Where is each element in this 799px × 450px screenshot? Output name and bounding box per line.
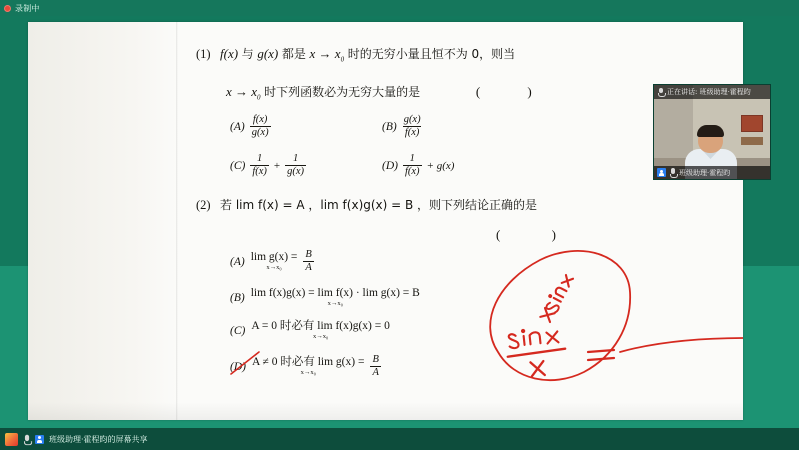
q1l2-text: 时下列函数必为无穷大量的是 — [264, 84, 421, 99]
mic-icon — [657, 88, 664, 97]
wall-shelf — [741, 137, 763, 145]
speaking-label: 正在讲话: 班级助理·霍程昀 — [667, 88, 751, 96]
option-d-fraction: $\frac{1}{f(x)}$ — [404, 153, 420, 178]
option-b-fraction: $\frac{g(x)}{f(x)}$ — [403, 113, 421, 139]
q1-tail: 时的无穷小量且恒不为 0，则当 — [347, 47, 516, 61]
q2-option-d-fraction: $\frac{B}{A}$ — [372, 354, 379, 379]
q2-option-a-limit: lim g(x) = x→x₀ — [250, 251, 298, 271]
option-b-label: (B) — [382, 120, 397, 133]
shared-document[interactable] — [28, 22, 743, 420]
option-a[interactable] — [230, 114, 382, 139]
question-1-line-1 — [196, 46, 716, 64]
q2-option-a-fraction: $\frac{B}{A}$ — [305, 249, 312, 274]
q1-limit-sub: 0 — [340, 55, 345, 64]
option-a-fraction: $\frac{f(x)}{g(x)}$ — [251, 113, 269, 139]
q1-fx: f(x) — [220, 46, 239, 61]
option-c-fraction-1: $\frac{1}{f(x)}$ — [252, 153, 267, 178]
participant-label: 班级助理·霍程昀 — [679, 168, 731, 177]
option-d-tail: + g(x) — [426, 159, 455, 172]
page-fold — [176, 22, 178, 420]
q2-option-c-label: (C) — [230, 324, 246, 337]
page-shadow — [28, 22, 178, 420]
option-c-plus: + — [273, 159, 281, 172]
wall-picture — [741, 115, 763, 132]
presenter-hair — [697, 125, 724, 137]
speaking-indicator-bar — [654, 85, 770, 99]
q2-option-d[interactable] — [230, 354, 716, 379]
q1l2-limit: x → x — [226, 83, 258, 99]
option-c-fraction-2: $\frac{1}{g(x)}$ — [287, 153, 305, 178]
app-logo-icon[interactable] — [5, 433, 18, 446]
q2-option-a-label: (A) — [230, 255, 245, 268]
participant-icon — [657, 168, 666, 177]
taskbar[interactable] — [0, 428, 799, 450]
page-bottom-shadow — [28, 402, 743, 420]
option-a-label: (A) — [230, 120, 245, 133]
participant-name-bar — [654, 166, 770, 179]
math-content — [196, 42, 716, 393]
q2-option-c[interactable] — [230, 321, 716, 340]
record-dot-icon — [4, 5, 11, 12]
option-d[interactable] — [382, 153, 542, 178]
q1-limit: x → x — [309, 46, 341, 61]
participant-icon — [35, 435, 44, 444]
q2-option-b[interactable] — [230, 288, 716, 307]
question-2-number: (2) — [196, 198, 211, 213]
question-2-line-1 — [196, 198, 716, 213]
video-stream — [654, 85, 770, 179]
question-1-line-2 — [196, 84, 716, 102]
recording-bar — [0, 0, 799, 16]
question-1-options — [196, 114, 716, 178]
question-2-options — [196, 249, 716, 379]
presenter-video-tile[interactable] — [653, 84, 771, 180]
q1-answer-blank: ( ) — [475, 83, 554, 99]
option-c[interactable] — [230, 153, 382, 178]
mic-icon[interactable] — [23, 434, 30, 443]
screen-share-status-label: 班级助理·霍程昀的屏幕共享 — [49, 434, 148, 444]
question-2-text: 若 lim f(x) = A ，lim f(x)g(x) = B ，则下列结论正确的是 — [220, 198, 538, 213]
q1l2-limit-sub: 0 — [257, 93, 261, 102]
q2-option-c-limit: A = 0 时必有 lim f(x)g(x) = 0 x→x₀ — [251, 320, 390, 340]
q2-option-d-label: (D) — [230, 360, 246, 373]
option-c-label: (C) — [230, 159, 246, 172]
q1-and: 与 — [241, 47, 254, 61]
q2-option-b-label: (B) — [230, 291, 245, 304]
q2-option-a[interactable] — [230, 249, 716, 274]
question-2-answer-blank: ( ) — [496, 227, 580, 243]
q2-option-d-limit: A ≠ 0 时必有 lim g(x) = x→x₀ — [251, 356, 365, 376]
q1-gx: g(x) — [257, 46, 279, 61]
option-b[interactable] — [382, 114, 542, 139]
option-d-label: (D) — [382, 159, 398, 172]
q1-both: 都是 — [281, 47, 306, 61]
question-1-number: (1) — [196, 47, 211, 61]
mic-icon — [669, 168, 676, 177]
q2-option-b-limit: lim f(x)g(x) = lim f(x) · lim g(x) = B x→x₀ — [250, 287, 420, 307]
recording-status-label: 录制中 — [15, 3, 40, 13]
